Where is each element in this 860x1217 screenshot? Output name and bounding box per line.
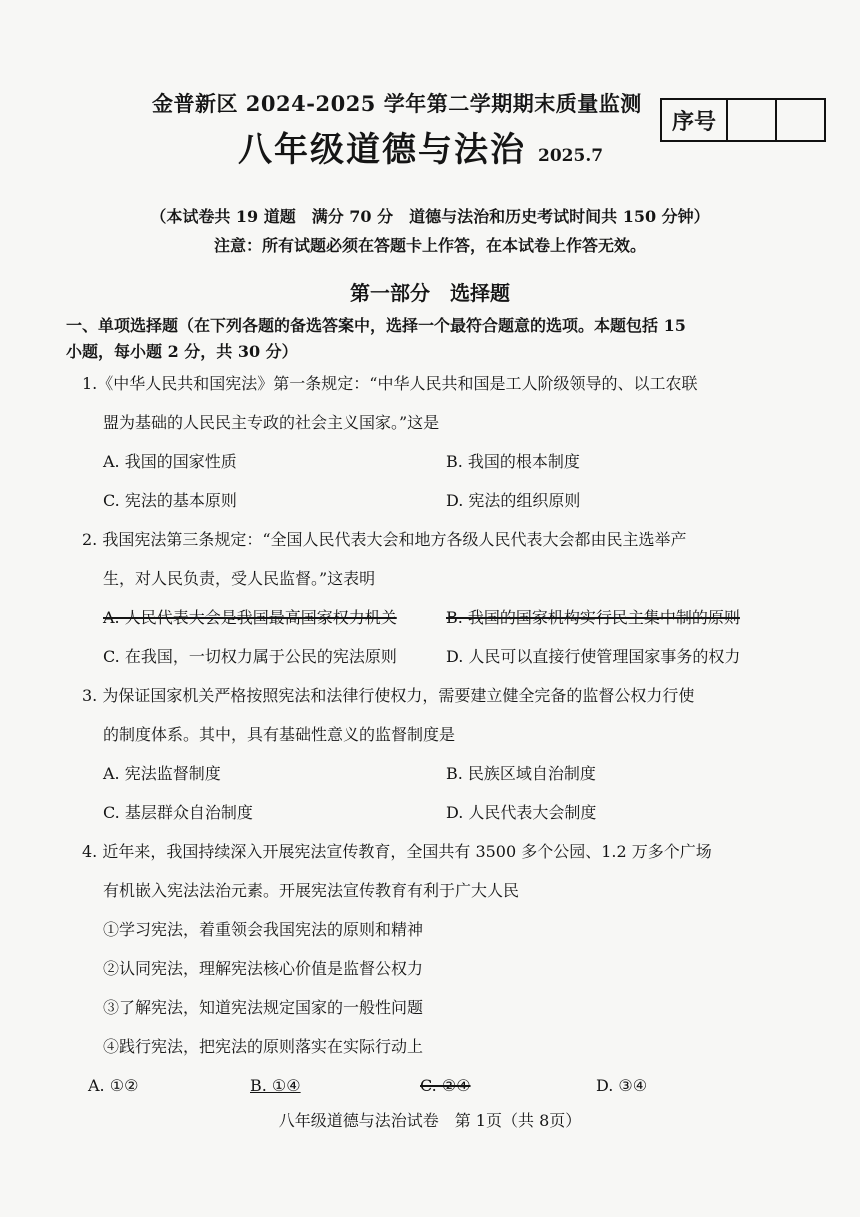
exam-notice: 注意：所有试题必须在答题卡上作答，在本试卷上作答无效。: [213, 236, 646, 255]
question-2-option-a: A. 人民代表大会是我国最高国家权力机关: [103, 608, 397, 627]
question-4-option-b: B. ①④: [250, 1076, 301, 1095]
question-1-option-a: A. 我国的国家性质: [103, 452, 237, 471]
section-heading: [66, 313, 796, 365]
question-2-option-c: C. 在我国，一切权力属于公民的宪法原则: [103, 647, 397, 666]
question-3-text: 的制度体系。其中，具有基础性意义的监督制度是: [103, 725, 456, 744]
sequence-cell: [728, 100, 777, 140]
sequence-number-box: [660, 98, 826, 142]
question-4-text: 4. 近年来，我国持续深入开展宪法宣传教育，全国共有 3500 多个公园、1.2 万多个广场: [82, 842, 712, 861]
question-3-option-d: D. 人民代表大会制度: [446, 803, 597, 822]
exam-info: （本试卷共 19 道题 满分 70 分 道德与法治和历史考试时间共 150 分钟）: [150, 207, 710, 226]
question-4-statement-1: ①学习宪法，着重领会我国宪法的原则和精神: [103, 920, 424, 939]
page-title: 八年级道德与法治: [238, 130, 526, 170]
section-line: 小题，每小题 2 分，共 30 分）: [66, 342, 298, 361]
question-4-option-d: D. ③④: [596, 1076, 648, 1095]
question-1-text: 盟为基础的人民民主专政的社会主义国家。”这是: [103, 413, 440, 432]
question-3-option-a: A. 宪法监督制度: [103, 764, 221, 783]
question-1-text: 1.《中华人民共和国宪法》第一条规定：“中华人民共和国是工人阶级领导的、以工农联: [82, 374, 698, 393]
question-3-option-c: C. 基层群众自治制度: [103, 803, 253, 822]
question-4-text: 有机嵌入宪法法治元素。开展宪法宣传教育有利于广大人民: [103, 881, 520, 900]
exam-header: 金普新区 2024-2025 学年第二学期期末质量监测: [152, 91, 642, 116]
part-heading: 第一部分 选择题: [350, 281, 510, 305]
exam-date: 2025.7: [538, 146, 604, 166]
question-4-option-c: C. ②④: [420, 1076, 471, 1095]
page-footer: 八年级道德与法治试卷 第 1页（共 8页）: [278, 1111, 582, 1130]
question-1-option-d: D. 宪法的组织原则: [446, 491, 581, 510]
question-4-statement-4: ④践行宪法，把宪法的原则落实在实际行动上: [103, 1037, 424, 1056]
question-2-text: 生，对人民负责，受人民监督。”这表明: [103, 569, 376, 588]
question-1-option-c: C. 宪法的基本原则: [103, 491, 237, 510]
sequence-label: 序号: [662, 100, 728, 140]
question-4-statement-3: ③了解宪法，知道宪法规定国家的一般性问题: [103, 998, 424, 1017]
question-3-text: 3. 为保证国家机关严格按照宪法和法律行使权力，需要建立健全完备的监督公权力行使: [82, 686, 695, 705]
question-1-option-b: B. 我国的根本制度: [446, 452, 580, 471]
sequence-cell: [777, 100, 824, 140]
question-2-option-d: D. 人民可以直接行使管理国家事务的权力: [446, 647, 741, 666]
question-2-option-b: B. 我国的国家机构实行民主集中制的原则: [446, 608, 740, 627]
question-2-text: 2. 我国宪法第三条规定：“全国人民代表大会和地方各级人民代表大会都由民主选举产: [82, 530, 687, 549]
question-4-statement-2: ②认同宪法，理解宪法核心价值是监督公权力: [103, 959, 424, 978]
section-line: 一、单项选择题（在下列各题的备选答案中，选择一个最符合题意的选项。本题包括 15: [66, 316, 686, 335]
question-4-option-a: A. ①②: [88, 1076, 139, 1095]
title-row: [238, 122, 603, 171]
question-3-option-b: B. 民族区域自治制度: [446, 764, 596, 783]
